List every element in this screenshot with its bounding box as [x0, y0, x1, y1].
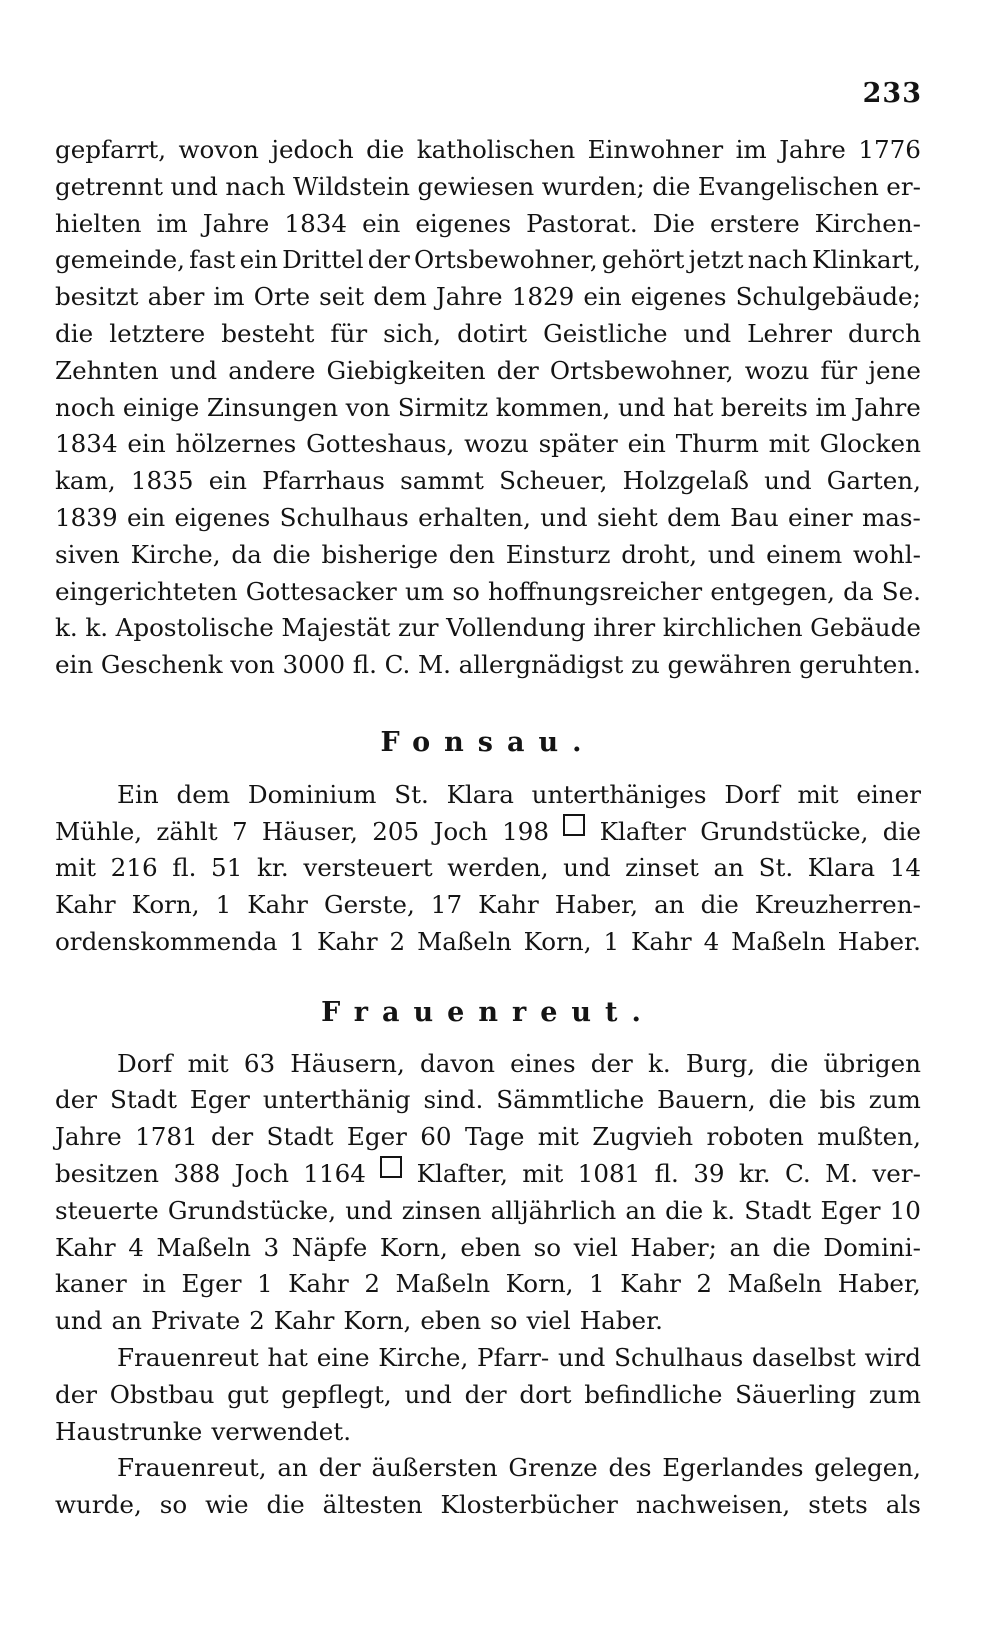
text-line: 1834 ein hölzernes Gotteshaus, wozu später ein Thurm mit Glocken: [55, 429, 921, 459]
paragraph-frauenreut-1: [55, 1046, 921, 1340]
text-line: Kahr Korn, 1 Kahr Gerste, 17 Kahr Haber, an die Kreuzherren-: [55, 890, 921, 920]
text-line: Zehnten und andere Giebigkeiten der Ortsbewohner, wozu für jene: [55, 355, 921, 385]
text-line: hielten im Jahre 1834 ein eigenes Pastorat. Die erstere Kirchen-: [55, 208, 921, 238]
text-line: ordenskommenda 1 Kahr 2 Maßeln Korn, 1 Kahr 4 Maßeln Haber.: [55, 926, 921, 956]
square-klafter-symbol: [380, 1156, 402, 1178]
page-body: [55, 132, 921, 1524]
text-line: Ein dem Dominium St. Klara unterthäniges Dorf mit einer: [117, 779, 921, 809]
text-line: getrennt und nach Wildstein gewiesen wurden; die Evangelischen er-: [55, 171, 921, 201]
text-line: gepfarrt, wovon jedoch die katholischen Einwohner im Jahre 1776: [55, 135, 921, 164]
text-line: noch einige Zinsungen von Sirmitz kommen, und hat bereits im Jahre: [55, 392, 921, 422]
text-line: Frauenreut, an der äußersten Grenze des Egerlandes gelegen,: [117, 1453, 921, 1483]
text-line: kam, 1835 ein Pfarrhaus sammt Scheuer, Holzgelaß und Garten,: [55, 466, 921, 496]
paragraph-frauenreut-3: [55, 1450, 921, 1524]
paragraph-fonsau: [55, 777, 921, 961]
square-klafter-symbol: [563, 814, 585, 836]
text-line: und an Private 2 Kahr Korn, eben so viel Haber.: [55, 1306, 663, 1336]
text-line: Frauenreut hat eine Kirche, Pfarr- und Schulhaus daselbst wird: [117, 1342, 921, 1372]
text-line: besitzen 388 Joch 1164 Klafter, mit 1081 fl. 39 kr. C. M. ver-: [55, 1156, 921, 1193]
paragraph-frauenreut-2: [55, 1340, 921, 1450]
text-line: k. k. Apostolische Majestät zur Vollendung ihrer kirchlichen Gebäude: [55, 613, 921, 643]
text-line: Kahr 4 Maßeln 3 Näpfe Korn, eben so viel Haber; an die Domini-: [55, 1232, 921, 1262]
text-line: besitzt aber im Orte seit dem Jahre 1829 ein eigenes Schulgebäude;: [55, 282, 921, 312]
text-line: eingerichteten Gottesacker um so hoffnungsreicher entgegen, da Se.: [55, 576, 921, 606]
page-number: 233: [862, 78, 922, 109]
text-line: Haustrunke verwendet.: [55, 1416, 352, 1446]
paragraph-pastorat: [55, 132, 921, 684]
text-line: Jahre 1781 der Stadt Eger 60 Tage mit Zugvieh roboten mußten,: [55, 1122, 921, 1152]
section-heading-frauenreut: Frauenreut.: [321, 996, 655, 1028]
text-line: der Obstbau gut gepflegt, und der dort befindliche Säuerling zum: [55, 1379, 921, 1409]
text-line: wurde, so wie die ältesten Klosterbücher nachweisen, stets als: [55, 1490, 921, 1520]
text-line: der Stadt Eger unterthänig sind. Sämmtliche Bauern, die bis zum: [55, 1085, 921, 1115]
text-line: kaner in Eger 1 Kahr 2 Maßeln Korn, 1 Kahr 2 Maßeln Haber,: [55, 1269, 921, 1299]
text-line: 1839 ein eigenes Schulhaus erhalten, und sieht dem Bau einer mas-: [55, 502, 921, 532]
text-line: mit 216 fl. 51 kr. versteuert werden, und zinset an St. Klara 14: [55, 853, 921, 883]
text-line: gemeinde, fast ein Drittel der Ortsbewohner, gehört jetzt nach Klinkart,: [55, 245, 921, 275]
section-heading-fonsau: Fonsau.: [380, 726, 596, 758]
text-line: siven Kirche, da die bisherige den Einsturz droht, und einem wohl-: [55, 539, 921, 569]
text-line: steuerte Grundstücke, und zinsen alljährlich an die k. Stadt Eger 10: [55, 1195, 921, 1225]
text-line: die letztere besteht für sich, dotirt Geistliche und Lehrer durch: [55, 318, 921, 348]
text-line: Mühle, zählt 7 Häuser, 205 Joch 198 Klafter Grundstücke, die: [55, 814, 921, 851]
text-line: Dorf mit 63 Häusern, davon eines der k. Burg, die übrigen: [117, 1048, 921, 1078]
text-line: ein Geschenk von 3000 fl. C. M. allergnädigst zu gewähren geruhten.: [55, 650, 921, 680]
